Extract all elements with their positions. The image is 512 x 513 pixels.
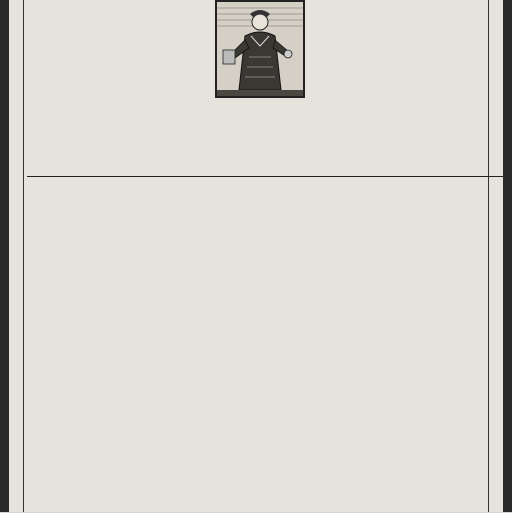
woodcut-illustration — [215, 0, 305, 98]
verse-column-right — [312, 0, 492, 172]
left-border-rule — [23, 0, 24, 512]
verse-column-left — [42, 0, 212, 172]
calendar-grid — [27, 176, 503, 513]
